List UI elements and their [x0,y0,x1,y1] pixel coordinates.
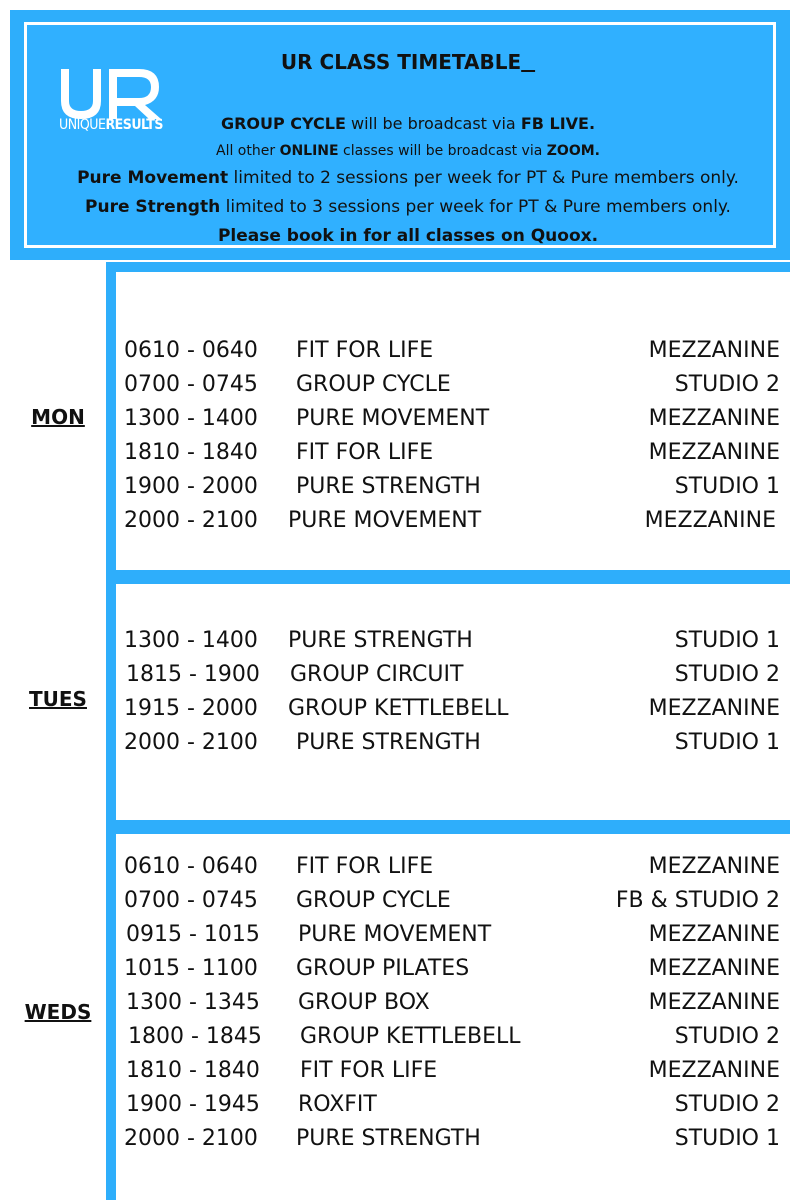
table-row: 1015 - 1100 GROUP PILATES MEZZANINE [124,956,780,981]
day-cell-tues [116,584,790,820]
brand-word-light: UNIQUE [59,117,106,133]
table-row: 1900 - 2000 PURE STRENGTH STUDIO 1 [124,474,780,499]
table-row: 1810 - 1840 FIT FOR LIFE MEZZANINE [124,440,780,465]
header-notes [10,110,800,251]
day-label-mon: MON [31,405,85,429]
note-pure-movement: Pure Movement limited to 2 sessions per week for PT & Pure members only. [77,168,739,188]
page-title: UR CLASS TIMETABLE [280,50,522,74]
day-column [10,262,106,1200]
table-row: 1900 - 1945 ROXFIT STUDIO 2 [126,1092,780,1117]
table-row: 0915 - 1015 PURE MOVEMENT MEZZANINE [126,922,780,947]
table-row: 1915 - 2000 GROUP KETTLEBELL MEZZANINE [124,696,780,721]
table-row: 0700 - 0745 GROUP CYCLE STUDIO 2 [124,372,780,397]
table-row: 2000 - 2100 PURE MOVEMENT MEZZANINE [124,508,776,533]
table-row: 0610 - 0640 FIT FOR LIFE MEZZANINE [124,338,780,363]
table-row: 1800 - 1845 GROUP KETTLEBELL STUDIO 2 [128,1024,780,1049]
brand-word-bold: RESULTS [105,117,163,133]
table-row: 1300 - 1400 PURE MOVEMENT MEZZANINE [124,406,780,431]
table-row: 0700 - 0745 GROUP CYCLE FB & STUDIO 2 [124,888,780,913]
timetable-grid [10,262,790,1200]
day-cell-mon [116,272,790,570]
note-pure-strength: Pure Strength limited to 3 sessions per week for PT & Pure members only. [85,197,731,217]
day-label-weds: WEDS [24,1000,92,1024]
note-cycle: GROUP CYCLE will be broadcast via FB LIVE. [220,114,596,133]
table-row: 1815 - 1900 GROUP CIRCUIT STUDIO 2 [126,662,780,687]
table-row: 0610 - 0640 FIT FOR LIFE MEZZANINE [124,854,780,879]
table-row: 1300 - 1400 PURE STRENGTH STUDIO 1 [124,628,780,653]
day-label-tues: TUES [29,687,87,711]
table-row: 2000 - 2100 PURE STRENGTH STUDIO 1 [124,1126,780,1151]
table-row: 2000 - 2100 PURE STRENGTH STUDIO 1 [124,730,780,755]
note-booking: Please book in for all classes on Quoox. [217,226,599,246]
header-banner [10,10,790,260]
day-cell-weds [116,834,790,1200]
table-row: 1300 - 1345 GROUP BOX MEZZANINE [126,990,780,1015]
table-row: 1810 - 1840 FIT FOR LIFE MEZZANINE [126,1058,780,1083]
note-online: All other ONLINE classes will be broadcast via ZOOM. [216,143,600,159]
